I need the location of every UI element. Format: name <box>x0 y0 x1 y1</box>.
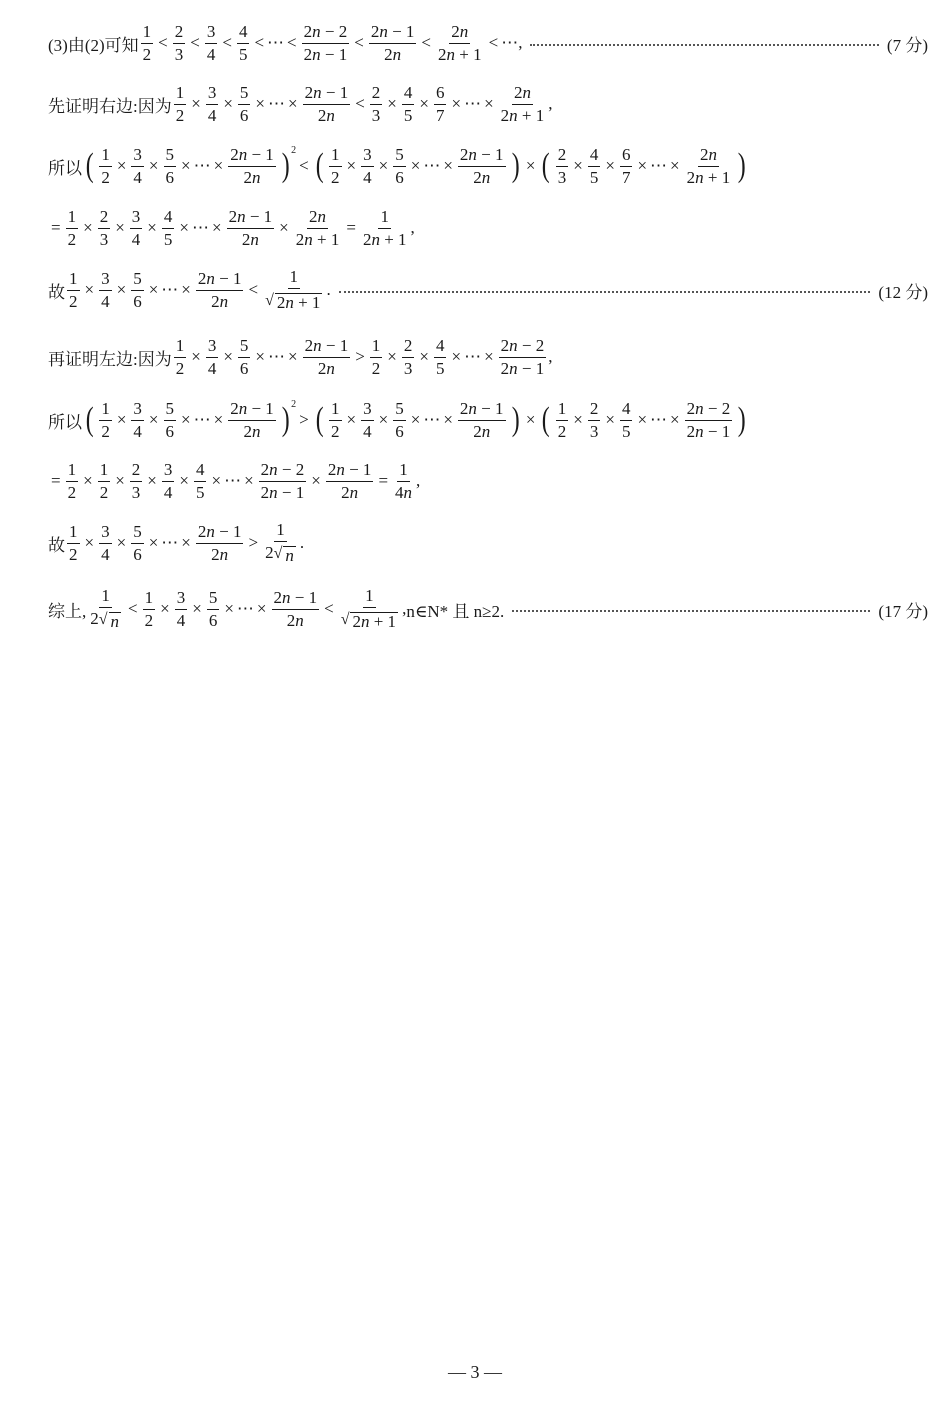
math-expression: $\frac{1}{2}$ × $\frac{3}{4}$ × $\frac{5}{6}$ × ⋯ × $\frac{2n - 1}{2n}$ > 1 2 √ n . <box>69 520 305 565</box>
step-label: 故 <box>48 282 65 302</box>
score-label: (12 分) <box>878 282 928 302</box>
step-label: 故 <box>48 535 65 555</box>
step-label: 再证明左边:因为 <box>48 349 172 369</box>
leader-dots <box>339 291 871 293</box>
solution-line-2 <box>48 80 928 128</box>
solution-line-3 <box>48 142 928 190</box>
solution-line-6 <box>48 333 928 381</box>
math-expression: = $\frac{1}{2}$ × $\frac{1}{2}$ × $\frac{2}{3}$ × $\frac{3}{4}$ × $\frac{4}{5}$ × ⋯ × $\frac{2n - 2}{2n - 1}$ × $\frac{2n - 1}{2n}$ = $\frac{1}{4n}$ , <box>51 459 421 502</box>
math-expression: = $\frac{1}{2}$ × $\frac{2}{3}$ × $\frac{3}{4}$ × $\frac{4}{5}$ × ⋯ × $\frac{2n - 1}{2n}$ × $\frac{2n}{2n + 1}$ = $\frac{1}{2n + 1}$ , <box>51 206 415 249</box>
step-label: 所以 <box>48 412 82 432</box>
page-number: — 3 — <box>448 1362 502 1382</box>
step-label: (3)由(2)可知 <box>48 35 139 55</box>
math-expression: ( $\frac{1}{2}$ × $\frac{3}{4}$ × $\frac{5}{6}$ × ⋯ × $\frac{2n - 1}{2n}$ ) 2 > ( $\frac{1}{2}$ × $\frac{3}{4}$ × $\frac{5}{6}$ × ⋯ × $\frac{2n - 1}{2n}$ ) × ( $\frac{1}{2}$ × $\frac{2}{3}$ × $\frac{4}{5}$ × ⋯ × $\frac{2n - 2}{2n - 1}$ ) <box>85 398 746 441</box>
math-expression: $\frac{1}{2}$ × $\frac{3}{4}$ × $\frac{5}{6}$ × ⋯ × $\frac{2n - 1}{2n}$ > $\frac{1}{2}$ × $\frac{2}{3}$ × $\frac{4}{5}$ × ⋯ × $\frac{2n - 2}{2n - 1}$ , <box>175 335 553 378</box>
condition-text: n∈N* 且 n≥2. <box>406 601 505 621</box>
solution-line-9 <box>48 519 928 567</box>
solution-line-10 <box>48 585 928 633</box>
solution-line-1 <box>48 19 928 67</box>
solution-line-5 <box>48 266 928 314</box>
inequality-chain: $\frac{1}{2}$ < $\frac{2}{3}$ < $\frac{3}{4}$ < $\frac{4}{5}$ < ⋯ < $\frac{2n - 2}{2n - 1}$ < $\frac{2n - 1}{2n}$ < $\frac{2n}{2n + 1}$ < ⋯, <box>142 21 523 64</box>
step-label: 先证明右边:因为 <box>48 96 172 116</box>
math-expression: $\frac{1}{2}$ × $\frac{3}{4}$ × $\frac{5}{6}$ × ⋯ × $\frac{2n - 1}{2n}$ < 1 √ 2n + 1 . <box>69 267 331 312</box>
leader-dots <box>512 610 870 612</box>
solution-line-7 <box>48 396 928 444</box>
leader-dots <box>530 44 878 46</box>
solution-line-8 <box>48 457 928 505</box>
score-label: (7 分) <box>886 35 928 55</box>
step-label: 综上, <box>48 601 87 621</box>
math-expression: $\frac{1}{2}$ × $\frac{3}{4}$ × $\frac{5}{6}$ × ⋯ × $\frac{2n - 1}{2n}$ < $\frac{2}{3}$ × $\frac{4}{5}$ × $\frac{6}{7}$ × ⋯ × $\frac{2n}{2n + 1}$ , <box>175 82 553 125</box>
math-expression: ( $\frac{1}{2}$ × $\frac{3}{4}$ × $\frac{5}{6}$ × ⋯ × $\frac{2n - 1}{2n}$ ) 2 < ( $\frac{1}{2}$ × $\frac{3}{4}$ × $\frac{5}{6}$ × ⋯ × $\frac{2n - 1}{2n}$ ) × ( $\frac{2}{3}$ × $\frac{4}{5}$ × $\frac{6}{7}$ × ⋯ × $\frac{2n}{2n + 1}$ ) <box>85 144 746 187</box>
solution-line-4 <box>48 204 928 252</box>
math-expression: 1 2 √ n < $\frac{1}{2}$ × $\frac{3}{4}$ × $\frac{5}{6}$ × ⋯ × $\frac{2n - 1}{2n}$ < 1 √ 2n + 1 , n∈N* 且 n≥2. <box>90 586 505 631</box>
step-label: 所以 <box>48 158 82 178</box>
score-label: (17 分) <box>878 601 928 621</box>
